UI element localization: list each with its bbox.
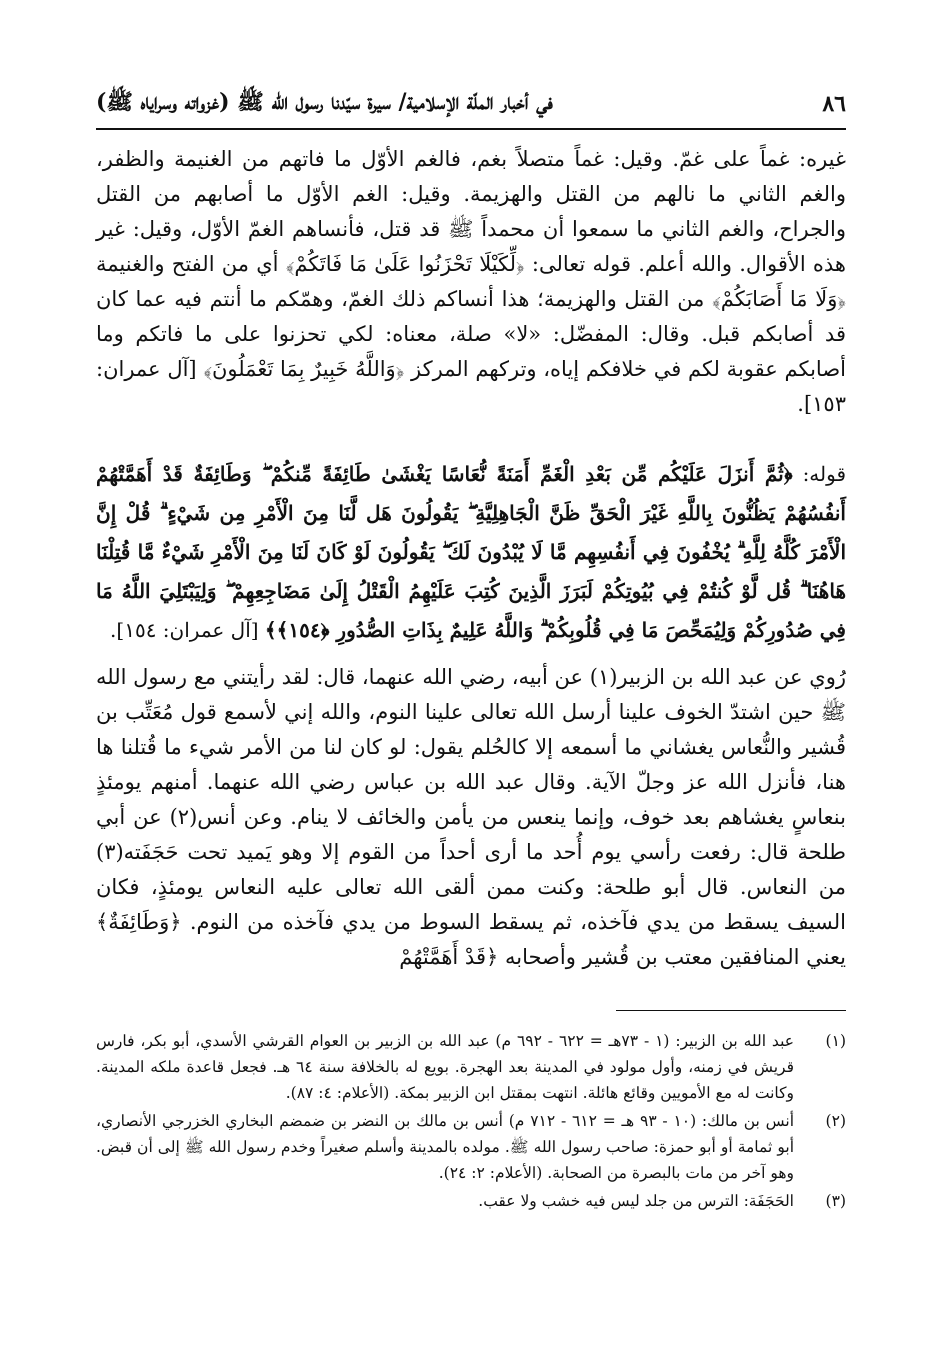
footnotes [96,1028,846,1216]
header-divider [96,128,846,130]
paragraph-commentary [96,142,846,422]
footnote-text: الحَجَفَة: الترس من جلد ليس فيه خشب ولا عقب. [478,1192,794,1210]
page-header [96,84,846,124]
page-number: ٨٦ [822,91,846,117]
verse-paragraph [96,455,846,650]
verse-reference: [آل عمران: ١٥٤]. [110,618,259,642]
paragraph-narration [96,660,846,975]
footnote-divider [616,1010,846,1011]
footnote-number: (١) [825,1032,846,1050]
paragraph-text: غيره: غماً على غمّ. وقيل: غماً متصلاً بغم، فالغم الأوّل ما فاتهم من الغنيمة والظفر، والغم الثاني ما نالهم من القتل والهزيمة. وقيل: الغم الأوّل ما أصابهم من القتل والجراح، والغم الثاني ما سمعوا أن محمداً ﷺ قد قتل، فأنساهم الغمّ الأوّل، وقيل: غير هذه الأقوال. والله أعلم. قوله تعالى: ﴿لِّكَيْلَا تَحْزَنُوا عَلَىٰ مَا فَاتَكُمْ﴾ أي من الفتح والغنيمة ﴿وَلَا مَا أَصَابَكُمْ﴾ من القتل والهزيمة؛ هذا أنساكم ذلك الغمّ، وهمّكم ما أنتم فيه عما كان قد أصابكم قبل. وقال: المفضّل: «لا» صلة، معناه: لكي تحزنوا على ما فاتكم وما أصابكم عقوبة لكم في خلافكم إياه، وتركهم المركز ﴿وَاللَّهُ خَبِيرٌ بِمَا تَعْمَلُونَ﴾ [آل عمران: ١٥٣]. [96,147,846,416]
quran-verse: ﴿ثُمَّ أَنزَلَ عَلَيْكُم مِّن بَعْدِ الْغَمِّ أَمَنَةً نُّعَاسًا يَغْشَىٰ طَائِفَةً مِّنكُمْ ۖ وَطَائِفَةٌ قَدْ أَهَمَّتْهُمْ أَنفُسُهُمْ يَظُنُّونَ بِاللَّهِ غَيْرَ الْحَقِّ ظَنَّ الْجَاهِلِيَّةِ ۖ يَقُولُونَ هَل لَّنَا مِنَ الْأَمْرِ مِن شَيْءٍ ۗ قُلْ إِنَّ الْأَمْرَ كُلَّهُ لِلَّهِ ۗ يُخْفُونَ فِي أَنفُسِهِم مَّا لَا يُبْدُونَ لَكَ ۖ يَقُولُونَ لَوْ كَانَ لَنَا مِنَ الْأَمْرِ شَيْءٌ مَّا قُتِلْنَا هَاهُنَا ۗ قُل لَّوْ كُنتُمْ فِي بُيُوتِكُمْ لَبَرَزَ الَّذِينَ كُتِبَ عَلَيْهِمُ الْقَتْلُ إِلَىٰ مَضَاجِعِهِمْ ۖ وَلِيَبْتَلِيَ اللَّهُ مَا فِي صُدُورِكُمْ وَلِيُمَحِّصَ مَا فِي قُلُوبِكُمْ ۗ وَاللَّهُ عَلِيمٌ بِذَاتِ الصُّدُورِ ﴿١٥٤﴾﴾ [96,462,846,642]
running-title: في أخبار الملّة الإسلامية/ سيرة سيّدنا رسول الله ﷺ (غزواته وسراياه ﷺ) [96,89,553,115]
footnote-text: عبد الله بن الزبير: (١ - ٧٣هـ = ٦٢٢ - ٦٩٢ م) عبد الله بن الزبير بن العوام القرشي الأسدي، أبو بكر، فارس قريش في زمنه، وأول مولود في المدينة بعد الهجرة. بويع له بالخلافة سنة ٦٤ هـ. فجعل قاعدة ملكه المدينة. وكانت له مع الأمويين وقائع هائلة. انتهت بمقتل ابن الزبير بمكة. (الأعلام: ٤: ٨٧). [96,1032,794,1102]
verse-intro: قوله: [802,462,847,486]
paragraph-verse [96,455,846,650]
paragraph-text: رُوي عن عبد الله بن الزبير(١) عن أبيه، رضي الله عنهما، قال: لقد رأيتني مع رسول الله ﷺ حين اشتدّ الخوف علينا أرسل الله تعالى علينا النوم، والله إني لأسمع قول مُعَتِّب بن قُشير والنُّعاس يغشاني ما أسمعه إلا كالحُلم يقول: لو كان لنا من الأمر شيء ما قُتلنا ها هنا، فأنزل الله عز وجلّ الآية. وقال عبد الله بن عباس رضي الله عنهما. أمنهم يومئذٍ بنعاسٍ يغشاهم بعد خوف، وإنما ينعس من يأمن والخائف لا ينام. وعن أنس(٢) عن أبي طلحة قال: رفعت رأسي يوم أُحد ما أرى أحداً من القوم إلا وهو يَميد تحت حَجَفَته(٣) من النعاس. قال أبو طلحة: وكنت ممن ألقى الله تعالى عليه النعاس يومئذٍ، فكان السيف يسقط من يدي فآخذه، ثم يسقط السوط من يدي فآخذه من النوم. ﴿وَطَائِفَةٌ﴾ يعني المنافقين معتب بن قُشير وأصحابه ﴿قَدْ أَهَمَّتْهُمْ [96,665,846,969]
footnote-text: أنس بن مالك: (١٠ - ٩٣ هـ = ٦١٢ - ٧١٢ م) أنس بن مالك بن النضر بن ضمضم البخاري الخزرجي الأنصاري، أبو ثمامة أو أبو حمزة: صاحب رسول الله ﷺ. مولده بالمدينة وأسلم صغيراً وخدم رسول الله ﷺ إلى أن قبض. وهو آخر من مات بالبصرة من الصحابة. (الأعلام: ٢: ٢٤). [96,1112,795,1182]
footnote-item [96,1188,846,1214]
footnote-item [96,1028,846,1106]
footnote-number: (٣) [825,1192,846,1210]
footnote-item [96,1108,846,1186]
footnote-number: (٢) [825,1112,846,1130]
